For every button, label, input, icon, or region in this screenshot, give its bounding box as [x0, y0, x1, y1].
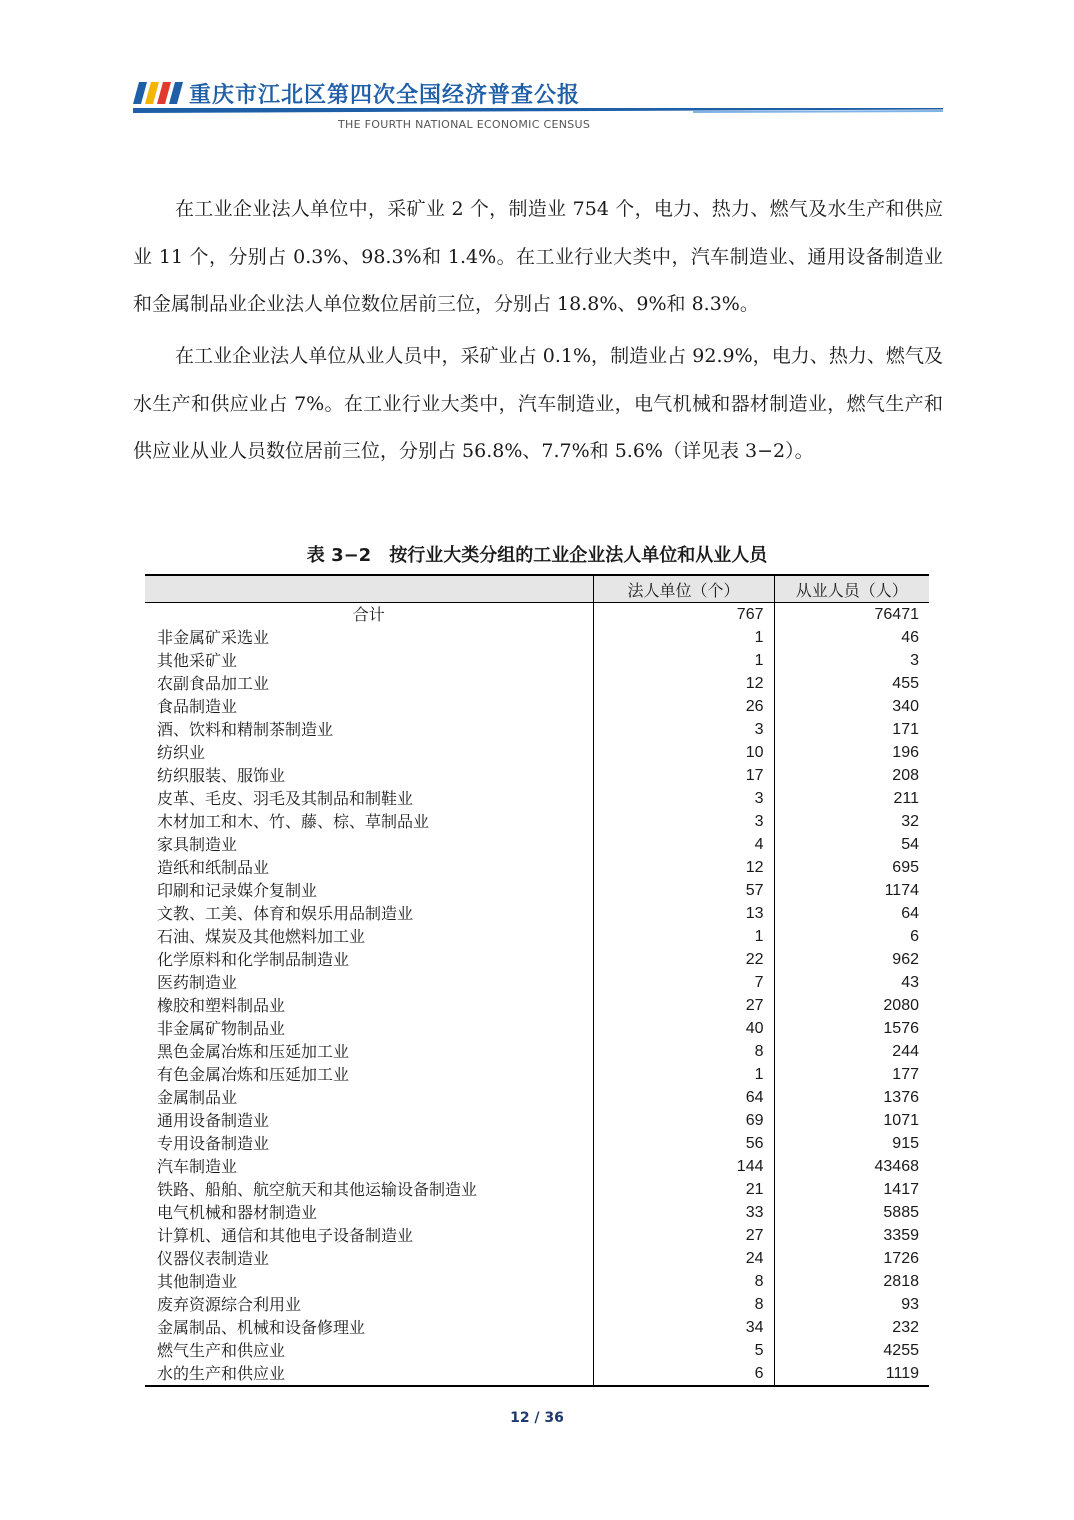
table-total-row — [145, 603, 929, 627]
table-row — [145, 879, 929, 902]
employees-value: 76471 — [874, 606, 919, 623]
legal-units-value: 40 — [593, 1017, 774, 1040]
employees-value: 244 — [892, 1043, 919, 1060]
legal-units-value: 8 — [593, 1270, 774, 1293]
employees-value: 2080 — [883, 997, 919, 1014]
header-industry — [145, 575, 593, 603]
industry-name: 纺织业 — [145, 741, 593, 764]
industry-name: 汽车制造业 — [145, 1155, 593, 1178]
table-row — [145, 994, 929, 1017]
table-row — [145, 1040, 929, 1063]
employees-value: 171 — [892, 721, 919, 738]
legal-units-value: 1 — [593, 626, 774, 649]
industry-name: 专用设备制造业 — [145, 1132, 593, 1155]
header-rule — [133, 108, 943, 114]
industry-name: 化学原料和化学制品制造业 — [145, 948, 593, 971]
legal-units-value: 26 — [593, 695, 774, 718]
employees-value: 962 — [892, 951, 919, 968]
legal-units-value: 10 — [593, 741, 774, 764]
table-title: 表 3−2 按行业大类分组的工业企业法人单位和从业人员 — [306, 545, 768, 566]
legal-units-value: 144 — [593, 1155, 774, 1178]
table-row — [145, 833, 929, 856]
industry-name: 皮革、毛皮、羽毛及其制品和制鞋业 — [145, 787, 593, 810]
industry-name: 纺织服装、服饰业 — [145, 764, 593, 787]
table-row — [145, 1063, 929, 1086]
industry-name: 燃气生产和供应业 — [145, 1339, 593, 1362]
legal-units-value: 24 — [593, 1247, 774, 1270]
employees-value: 340 — [892, 698, 919, 715]
table-row — [145, 902, 929, 925]
industry-name: 电气机械和器材制造业 — [145, 1201, 593, 1224]
table-row — [145, 1339, 929, 1362]
legal-units-value: 33 — [593, 1201, 774, 1224]
employees-value: 46 — [901, 629, 919, 646]
table-row — [145, 626, 929, 649]
legal-units-value: 56 — [593, 1132, 774, 1155]
industry-name: 家具制造业 — [145, 833, 593, 856]
legal-units-value: 7 — [593, 971, 774, 994]
employees-value: 1576 — [883, 1020, 919, 1037]
table-row — [145, 1132, 929, 1155]
employees-value: 1119 — [774, 1362, 929, 1386]
employees-value: 1174 — [884, 882, 919, 899]
table-row — [145, 810, 929, 833]
employees-value: 177 — [892, 1066, 919, 1083]
employees-value: 211 — [893, 790, 919, 807]
legal-units-value: 27 — [593, 1224, 774, 1247]
industry-name: 农副食品加工业 — [145, 672, 593, 695]
employees-value: 5885 — [883, 1204, 919, 1221]
employees-value: 3359 — [883, 1227, 919, 1244]
paragraph-legal-units: 在工业企业法人单位中，采矿业 2 个，制造业 754 个，电力、热力、燃气及水生产和供应业 11 个，分别占 0.3%、98.3%和 1.4%。在工业行业大类中，汽车制造业、通用设备制造业和金属制品业企业法人单位数位居前三位，分别占 18.8%、9%和 8.3%。 — [133, 198, 943, 315]
employees-value: 54 — [901, 836, 919, 853]
employees-value: 208 — [892, 767, 919, 784]
employees-value: 695 — [892, 859, 919, 876]
industry-name: 金属制品业 — [145, 1086, 593, 1109]
industry-name: 黑色金属冶炼和压延加工业 — [145, 1040, 593, 1063]
legal-units-value: 8 — [593, 1293, 774, 1316]
employees-value: 3 — [910, 652, 919, 669]
report-title: 重庆市江北区第四次全国经济普查公报 — [189, 82, 581, 108]
employees-value: 915 — [892, 1135, 919, 1152]
page-number: 12 / 36 — [510, 1410, 564, 1426]
employees-value: 64 — [901, 905, 919, 922]
legal-units-value: 4 — [593, 833, 774, 856]
employees-value: 1071 — [883, 1112, 919, 1129]
employees-value: 43 — [901, 974, 919, 991]
industry-name: 印刷和记录媒介复制业 — [145, 879, 593, 902]
legal-units-value: 21 — [593, 1178, 774, 1201]
industry-name: 其他采矿业 — [145, 649, 593, 672]
legal-units-value: 57 — [593, 879, 774, 902]
industry-name: 通用设备制造业 — [145, 1109, 593, 1132]
employees-value: 1726 — [883, 1250, 919, 1267]
table-row — [145, 718, 929, 741]
table-row — [145, 1178, 929, 1201]
industry-name: 水的生产和供应业 — [145, 1362, 593, 1386]
legal-units-value: 5 — [593, 1339, 774, 1362]
legal-units-value: 13 — [593, 902, 774, 925]
employees-value: 455 — [892, 675, 919, 692]
industry-name: 非金属矿采选业 — [145, 626, 593, 649]
employees-value: 4255 — [883, 1342, 919, 1359]
logo-stripes-icon — [133, 82, 183, 104]
table-row — [145, 1201, 929, 1224]
table-row — [145, 971, 929, 994]
table-row — [145, 856, 929, 879]
table-row — [145, 741, 929, 764]
industry-name: 食品制造业 — [145, 695, 593, 718]
table-row — [145, 925, 929, 948]
employees-value: 1376 — [883, 1089, 919, 1106]
legal-units-value: 8 — [593, 1040, 774, 1063]
industry-name: 金属制品、机械和设备修理业 — [145, 1316, 593, 1339]
table-row — [145, 787, 929, 810]
industry-name: 医药制造业 — [145, 971, 593, 994]
table-row — [145, 1224, 929, 1247]
table-row — [145, 1293, 929, 1316]
industry-name: 合计 — [145, 603, 593, 627]
industry-name: 铁路、船舶、航空航天和其他运输设备制造业 — [145, 1178, 593, 1201]
industry-name: 酒、饮料和精制茶制造业 — [145, 718, 593, 741]
legal-units-value: 27 — [593, 994, 774, 1017]
employees-value: 93 — [901, 1296, 919, 1313]
table-row — [145, 1155, 929, 1178]
industry-name: 计算机、通信和其他电子设备制造业 — [145, 1224, 593, 1247]
employees-value: 43468 — [874, 1158, 919, 1175]
table-row — [145, 764, 929, 787]
legal-units-value: 1 — [593, 1063, 774, 1086]
legal-units-value: 3 — [593, 810, 774, 833]
legal-units-value: 3 — [593, 718, 774, 741]
legal-units-value: 1 — [593, 649, 774, 672]
legal-units-value: 12 — [593, 856, 774, 879]
legal-units-value: 3 — [593, 787, 774, 810]
table-row — [145, 1086, 929, 1109]
industry-name: 废弃资源综合利用业 — [145, 1293, 593, 1316]
industry-name: 造纸和纸制品业 — [145, 856, 593, 879]
table-row — [145, 1270, 929, 1293]
legal-units-value: 34 — [593, 1316, 774, 1339]
header-legal-units: 法人单位（个） — [593, 575, 774, 603]
table-row — [145, 649, 929, 672]
industry-name: 文教、工美、体育和娱乐用品制造业 — [145, 902, 593, 925]
legal-units-value: 64 — [593, 1086, 774, 1109]
industry-name: 有色金属冶炼和压延加工业 — [145, 1063, 593, 1086]
employees-value: 32 — [901, 813, 919, 830]
legal-units-value: 6 — [593, 1362, 774, 1386]
table-row — [145, 1316, 929, 1339]
table-row — [145, 1017, 929, 1040]
legal-units-value: 12 — [593, 672, 774, 695]
employees-value: 1417 — [883, 1181, 919, 1198]
table-row — [145, 1109, 929, 1132]
legal-units-value: 767 — [593, 603, 774, 627]
legal-units-value: 17 — [593, 764, 774, 787]
employees-value: 2818 — [883, 1273, 919, 1290]
header-employees: 从业人员（人） — [774, 575, 929, 603]
industry-table — [145, 574, 929, 1387]
table-row — [145, 948, 929, 971]
legal-units-value: 69 — [593, 1109, 774, 1132]
employees-value: 6 — [910, 928, 919, 945]
industry-name: 其他制造业 — [145, 1270, 593, 1293]
industry-name: 木材加工和木、竹、藤、棕、草制品业 — [145, 810, 593, 833]
report-subtitle: THE FOURTH NATIONAL ECONOMIC CENSUS — [338, 118, 591, 131]
table-header-row — [145, 575, 929, 603]
employees-value: 232 — [892, 1319, 919, 1336]
industry-name: 石油、煤炭及其他燃料加工业 — [145, 925, 593, 948]
table-row — [145, 1247, 929, 1270]
employees-value: 196 — [892, 744, 919, 761]
table-row — [145, 695, 929, 718]
table-row — [145, 672, 929, 695]
report-header — [133, 76, 943, 136]
industry-name: 非金属矿物制品业 — [145, 1017, 593, 1040]
legal-units-value: 1 — [593, 925, 774, 948]
legal-units-value: 22 — [593, 948, 774, 971]
table-row — [145, 1362, 929, 1386]
industry-name: 橡胶和塑料制品业 — [145, 994, 593, 1017]
paragraph-employees: 在工业企业法人单位从业人员中，采矿业占 0.1%，制造业占 92.9%，电力、热力、燃气及水生产和供应业占 7%。在工业行业大类中，汽车制造业，电气机械和器材制造业，燃气生产和供应业从业人员数位居前三位，分别占 56.8%、7.7%和 5.6%（详见表 3−2）。 — [133, 345, 943, 462]
industry-name: 仪器仪表制造业 — [145, 1247, 593, 1270]
